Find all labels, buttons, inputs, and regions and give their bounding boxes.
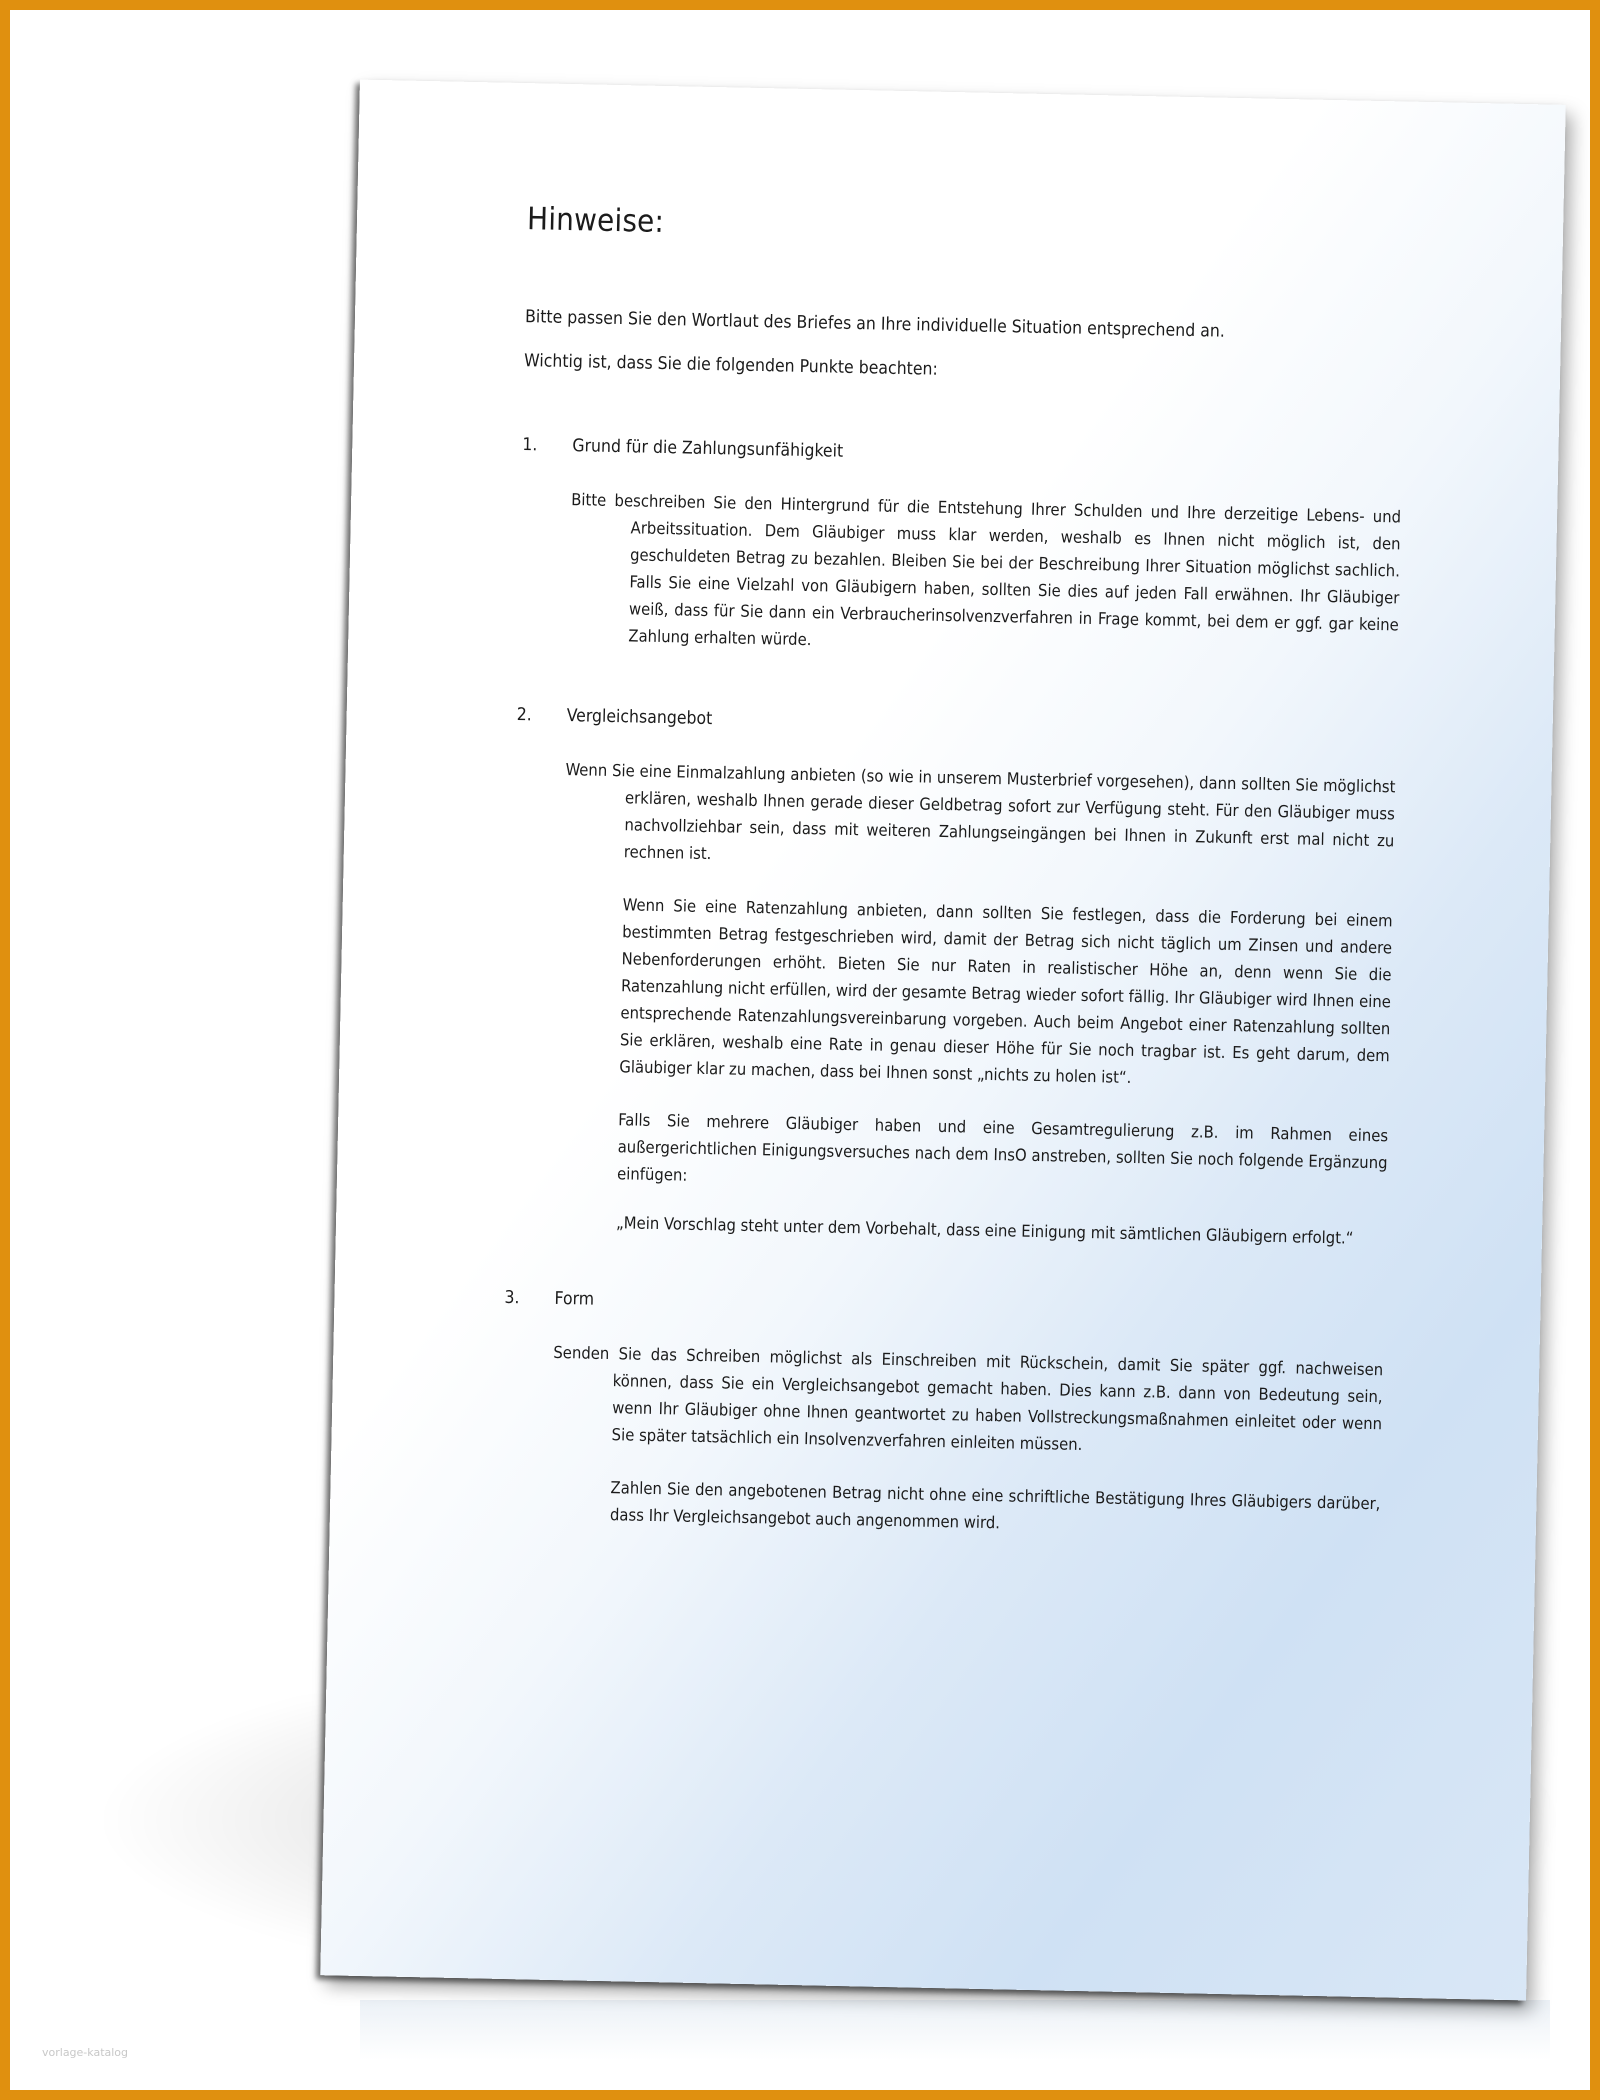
section-number: 3. (504, 1287, 520, 1309)
section-2 (506, 705, 1397, 1248)
section-heading (517, 705, 1397, 743)
section-number: 1. (522, 435, 538, 456)
section-paragraph: Bitte beschreiben Sie den Hintergrund für die Entstehung Ihrer Schulden und Ihre derzeitige Lebens- und Arbeitssituation. Dem Gläubiger muss klar werden, weshalb es Ihnen nicht möglich ist, den geschuldeten Betrag zu bezahlen. Bleiben Sie bei der Beschreibung Ihrer Situation möglichst sachlich. Falls Sie eine Vielzahl von Gläubigern haben, sollten Sie dies auf jeden Fall erwähnen. Ihr Gläubiger weiß, dass für Sie dann ein Verbraucherinsolvenzverfahren in Frage kommt, bei dem er ggf. gar keine Zahlung erhalten würde. (571, 490, 1402, 650)
quote-text: „Mein Vorschlag steht unter dem Vorbehalt, dass eine Einigung mit sämtlichen Gläubigern erfolgt.“ (615, 1213, 1354, 1248)
section-title: Grund für die Zahlungsunfähigkeit (572, 436, 844, 462)
section-heading (504, 1288, 1384, 1326)
document-page (320, 80, 1565, 2001)
document-content (499, 201, 1408, 1602)
section-title: Form (554, 1288, 595, 1310)
watermark-text: vorlage-katalog (42, 2046, 129, 2059)
section-number: 2. (516, 705, 532, 726)
intro-text-2: Wichtig ist, dass Sie die folgenden Punkte beachten: (523, 351, 939, 380)
section-3 (500, 1288, 1385, 1544)
section-paragraph: Wenn Sie eine Ratenzahlung anbieten, dann sollten Sie festlegen, dass die Forderung bei einem bestimmten Betrag festgeschrieben wird, damit der Betrag sich nicht täglich um Zinsen und andere Nebenforderungen erhöht. Bieten Sie nur Raten in realistischer Höhe an, denn wenn Sie die Ratenzahlung nicht erfüllen, wird der gesamte Betrag wieder sofort fällig. Ihr Gläubiger wird Ihnen eine entsprechende Ratenzahlungsvereinbarung vorgeben. Auch beim Angebot einer Ratenzahlung sollten Sie erklären, weshalb eine Rate in genau dieser Höhe für Sie noch tragbar ist. Es geht darum, dem Gläubiger klar zu machen, dass bei Ihnen sonst „nichts zu holen ist“. (619, 895, 1393, 1087)
section-title: Vergleichsangebot (566, 706, 713, 730)
section-paragraph: Falls Sie mehrere Gläubiger haben und eine Gesamtregulierung z.B. im Rahmen eines außergerichtlichen Einigungsversuches nach dem InsO anstreben, sollten Sie noch folgende Ergänzung einfügen: (616, 1110, 1389, 1185)
section-paragraph: Senden Sie das Schreiben möglichst als Einschreiben mit Rückschein, damit Sie später ggf. nachweisen können, dass Sie ein Vergleichsangebot gemacht haben. Dies kann z.B. dann von Bedeutung sein, wenn Ihr Gläubiger ohne Ihnen geantwortet zu haben Vollstreckungsmaßnahmen einleitet oder wenn Sie später tatsächlich ein Insolvenzverfahren einleiten müssen. (553, 1342, 1384, 1455)
section-paragraph: Wenn Sie eine Einmalzahlung anbieten (so wie in unserem Musterbrief vorgesehen), dann sollten Sie möglichst erklären, weshalb Ihnen gerade dieser Geldbetrag sofort zur Verfügung steht. Für den Gläubiger muss nachvollziehbar sein, dass mit weiteren Zahlungseingängen bei Ihnen in Zukunft erst mal nicht zu rechnen ist. (565, 760, 1396, 864)
page-title: Hinweise: (526, 201, 665, 240)
intro-text: Bitte passen Sie den Wortlaut des Briefes an Ihre individuelle Situation entsprechend an. (524, 307, 1226, 342)
document-reflection (360, 2000, 1550, 2060)
section-heading (522, 435, 1402, 473)
section-paragraph: Zahlen Sie den angebotenen Betrag nicht ohne eine schriftliche Bestätigung Ihres Gläubigers darüber, dass Ihr Vergleichsangebot auch angenommen wird. (609, 1478, 1381, 1533)
section-1 (518, 435, 1402, 665)
